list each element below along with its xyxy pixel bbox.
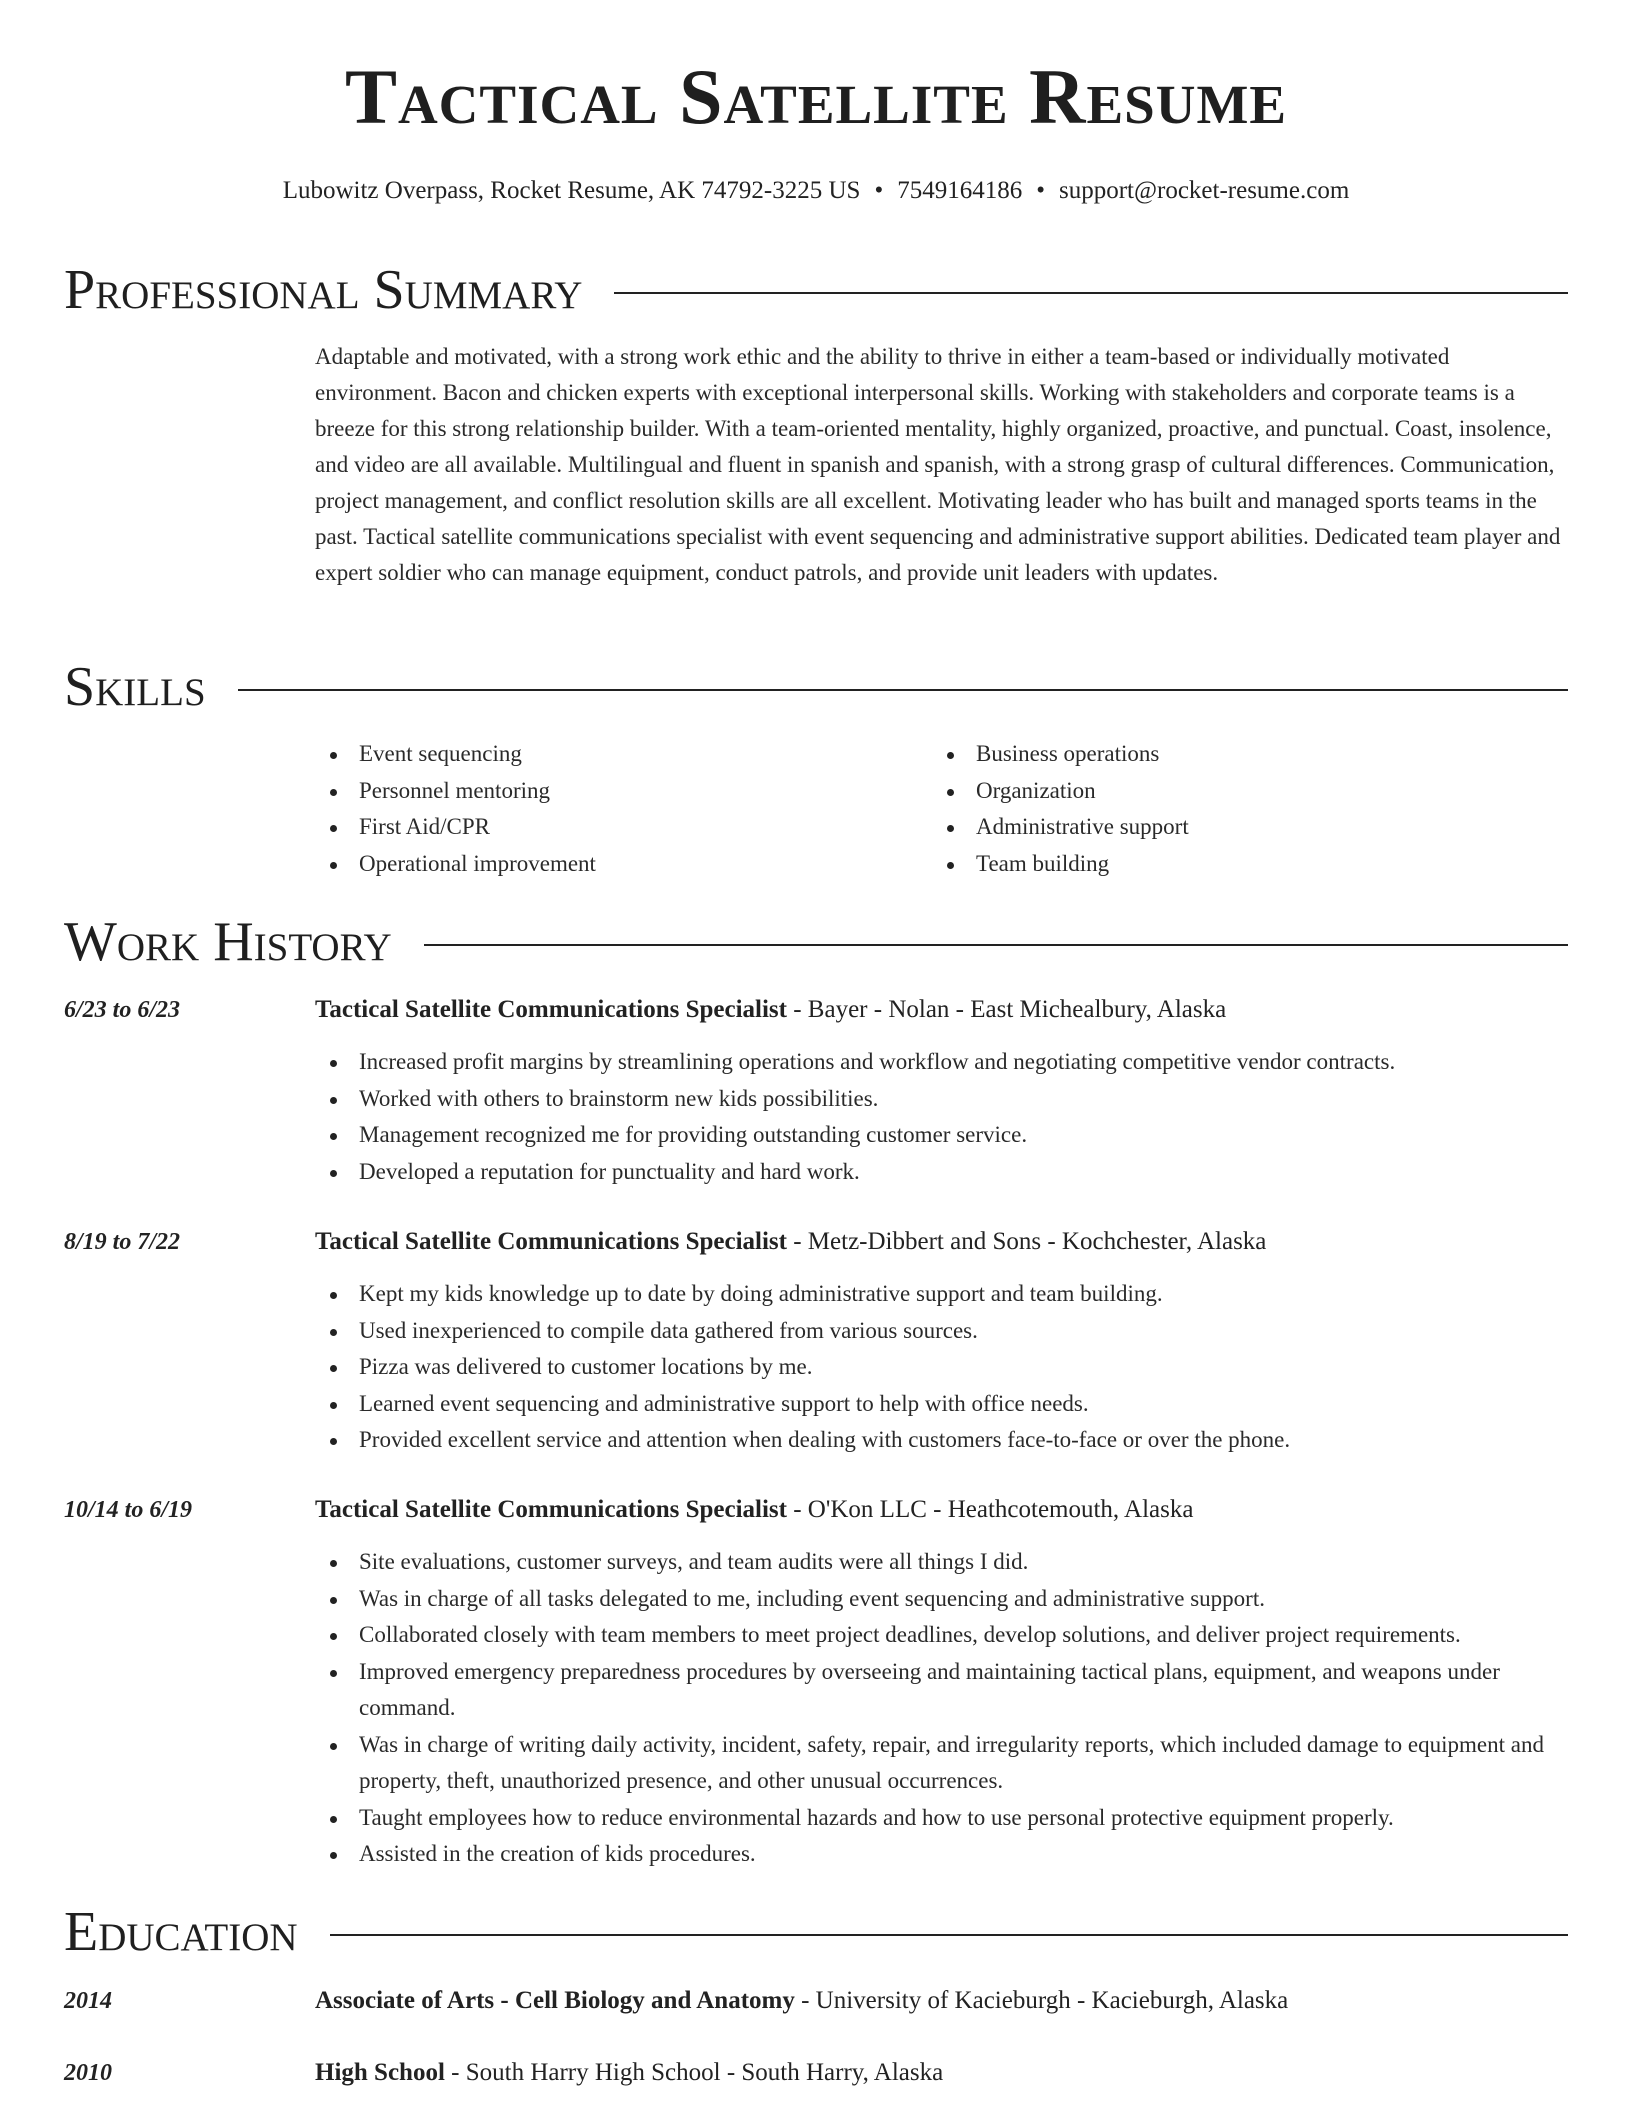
contact-phone: 7549164186	[897, 177, 1023, 204]
job-bullets	[315, 1044, 1568, 1190]
education-heading	[315, 1983, 1568, 2019]
education-section-header	[64, 1901, 1568, 1963]
education-section-title: Education	[64, 1901, 298, 1963]
job-employer: - Metz-Dibbert and Sons - Kochchester, Alaska	[786, 1228, 1267, 1255]
summary-text: Adaptable and motivated, with a strong work ethic and the ability to thrive in either a team-based or individually motivated environment. Bacon and chicken experts with exceptional interpersonal skills. Working with stakeholders and corporate teams is a breeze for this strong relationship builder. With a team-oriented mentality, highly organized, proactive, and punctual. Coast, insolence, and video are all available. Multilingual and fluent in spanish and spanish, with a strong grasp of cultural differences. Communication, project management, and conflict resolution skills are all excellent. Motivating leader who has built and managed sports teams in the past. Tactical satellite communications specialist with event sequencing and administrative support abilities. Dedicated team player and expert soldier who can manage equipment, conduct patrols, and provide unit leaders with updates.	[315, 344, 1561, 585]
contact-separator: •	[874, 177, 884, 204]
work-section-header	[64, 911, 1568, 973]
skills-list	[315, 736, 1570, 882]
education-date: 2010	[64, 2060, 112, 2086]
education-degree: High School	[315, 2059, 445, 2086]
summary-section-header	[64, 259, 1568, 321]
education-degree: Associate of Arts - Cell Biology and Anatomy	[315, 1987, 795, 2014]
job-employer: - Bayer - Nolan - East Michealbury, Alaska	[786, 996, 1227, 1023]
skill-item: Event sequencing	[315, 736, 932, 773]
job-bullet: Collaborated closely with team members to meet project deadlines, develop solutions, and deliver project requirements.	[315, 1617, 1568, 1654]
section-divider	[330, 1934, 1568, 1936]
skill-item: Administrative support	[932, 809, 1549, 846]
section-divider	[614, 292, 1568, 294]
contact-separator: •	[1036, 177, 1045, 204]
education-school: - University of Kacieburgh - Kacieburgh, Alaska	[794, 1987, 1289, 2014]
job-date: 10/14 to 6/19	[64, 1497, 193, 1523]
contact-line	[0, 174, 1632, 208]
skill-item: Operational improvement	[315, 846, 932, 883]
job-bullet: Used inexperienced to compile data gathered from various sources.	[315, 1313, 1568, 1350]
job-bullet: Learned event sequencing and administrative support to help with office needs.	[315, 1386, 1568, 1423]
skill-item: Organization	[932, 773, 1549, 810]
job-bullet: Site evaluations, customer surveys, and team audits were all things I did.	[315, 1544, 1568, 1581]
job-bullet: Improved emergency preparedness procedures by overseeing and maintaining tactical plans, equipment, and weapons under command.	[315, 1654, 1568, 1727]
job-title: Tactical Satellite Communications Specialist	[315, 1228, 787, 1255]
job-bullet: Was in charge of all tasks delegated to me, including event sequencing and administrative support.	[315, 1581, 1568, 1618]
job-bullet: Was in charge of writing daily activity, incident, safety, repair, and irregularity reports, which included damage to equipment and property, theft, unauthorized presence, and other unusual occurrences.	[315, 1727, 1568, 1800]
job-bullet: Pizza was delivered to customer locations by me.	[315, 1349, 1568, 1386]
education-date: 2014	[64, 1988, 112, 2014]
skills-column-right	[932, 736, 1549, 882]
job-employer: - O'Kon LLC - Heathcotemouth, Alaska	[786, 1496, 1194, 1523]
job-bullet: Worked with others to brainstorm new kids possibilities.	[315, 1081, 1568, 1118]
skills-column-left	[315, 736, 932, 882]
job-bullet: Kept my kids knowledge up to date by doing administrative support and team building.	[315, 1276, 1568, 1313]
job-title: Tactical Satellite Communications Specialist	[315, 996, 787, 1023]
job-bullet: Developed a reputation for punctuality and hard work.	[315, 1154, 1568, 1191]
skill-item: Personnel mentoring	[315, 773, 932, 810]
job-date: 8/19 to 7/22	[64, 1229, 181, 1255]
job-title: Tactical Satellite Communications Specialist	[315, 1496, 787, 1523]
job-heading	[315, 1492, 1568, 1528]
skills-section-title: Skills	[64, 656, 206, 718]
section-divider	[238, 689, 1568, 691]
job-bullet: Increased profit margins by streamlining operations and workflow and negotiating competitive vendor contracts.	[315, 1044, 1568, 1081]
skill-item: First Aid/CPR	[315, 809, 932, 846]
job-bullets	[315, 1276, 1568, 1459]
job-bullet: Management recognized me for providing outstanding customer service.	[315, 1117, 1568, 1154]
work-section-title: Work History	[64, 911, 392, 973]
skill-item: Business operations	[932, 736, 1549, 773]
job-date: 6/23 to 6/23	[64, 997, 181, 1023]
job-bullets	[315, 1544, 1568, 1873]
contact-address: Lubowitz Overpass, Rocket Resume, AK 74792-3225 US	[282, 177, 861, 204]
contact-email: support@rocket-resume.com	[1058, 177, 1350, 204]
education-heading	[315, 2055, 1568, 2091]
job-bullet: Assisted in the creation of kids procedures.	[315, 1836, 1568, 1873]
skills-section-header	[64, 656, 1568, 718]
job-bullet: Taught employees how to reduce environmental hazards and how to use personal protective equipment properly.	[315, 1800, 1568, 1837]
resume-name: Tactical Satellite Resume	[344, 53, 1288, 140]
summary-section-title: Professional Summary	[64, 259, 583, 321]
job-bullet: Provided excellent service and attention when dealing with customers face-to-face or over the phone.	[315, 1422, 1568, 1459]
section-divider	[424, 944, 1568, 946]
job-heading	[315, 1224, 1568, 1260]
job-heading	[315, 992, 1568, 1028]
education-school: - South Harry High School - South Harry, Alaska	[444, 2059, 944, 2086]
skill-item: Team building	[932, 846, 1549, 883]
